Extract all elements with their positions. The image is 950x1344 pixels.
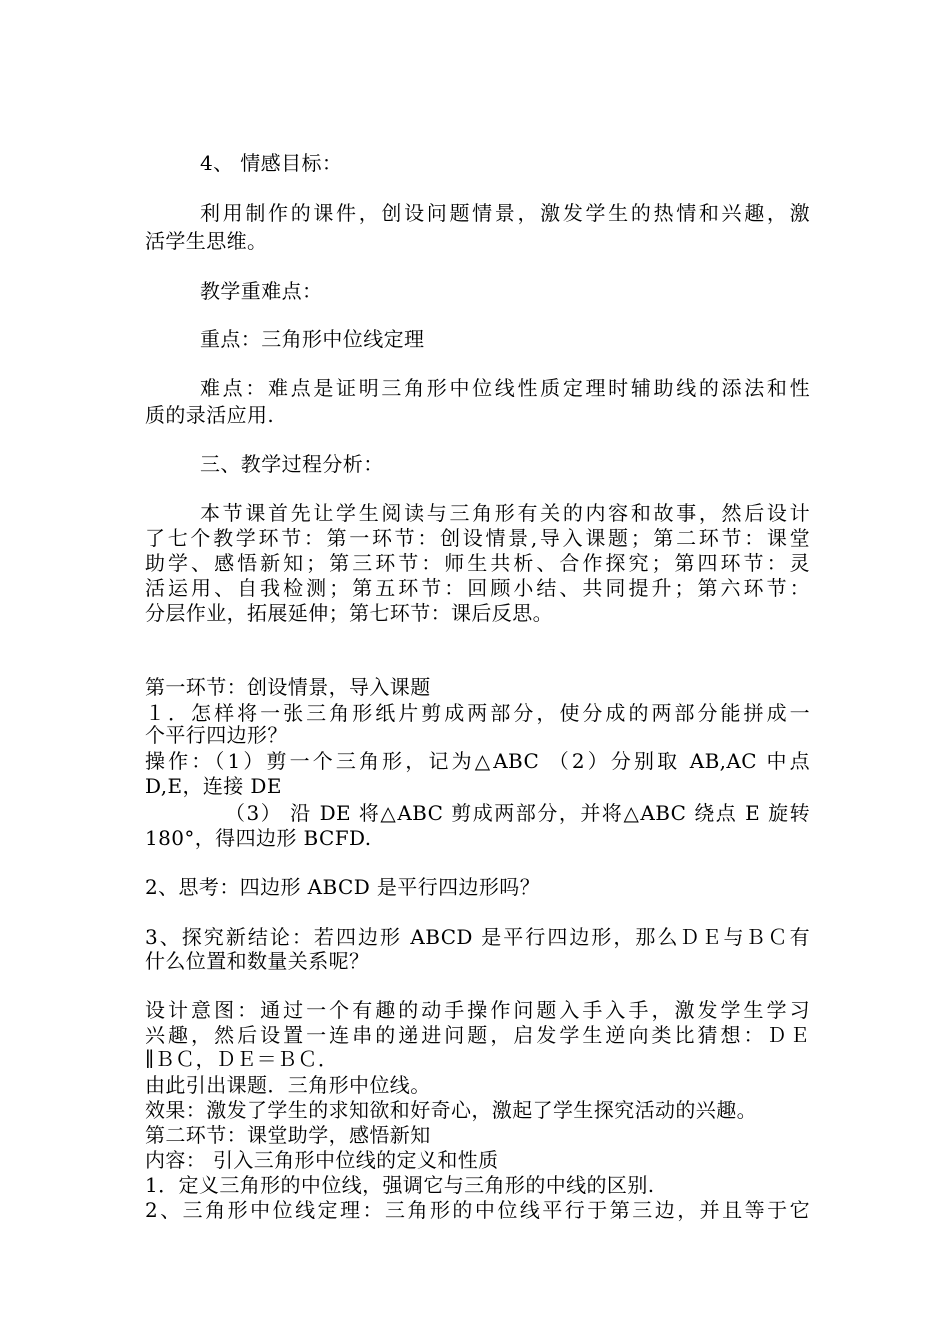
- definition-2: 2、三角形中位线定理：三角形的中位线平行于第三边，并且等于它: [145, 1198, 810, 1222]
- process-line-4: 活运用、自我检测；第五环节：回顾小结、共同提升；第六环节：: [145, 576, 810, 600]
- process-line-2: 了七个教学环节：第一环节：创设情景,导入课题；第二环节：课堂: [145, 526, 810, 550]
- difficulty-line-1: 难点：难点是证明三角形中位线性质定理时辅助线的添法和性: [200, 376, 810, 400]
- step-2-title: 第二环节：课堂助学，感悟新知: [145, 1123, 431, 1147]
- design-intent-line-1: 设计意图：通过一个有趣的动手操作问题入手入手，激发学生学习: [145, 998, 810, 1022]
- key-point: 重点：三角形中位线定理: [200, 327, 425, 351]
- question-1-line-1: １．怎样将一张三角形纸片剪成两部分，使分成的两部分能拼成一: [145, 701, 810, 725]
- step-1-title: 第一环节：创设情景，导入课题: [145, 675, 431, 699]
- operation-line-2: D,E，连接 DE: [145, 774, 282, 798]
- question-3-line-1: 3、探究新结论：若四边形 ABCD 是平行四边形，那么ＤＥ与ＢＣ有: [145, 925, 810, 949]
- operation-3-line-2: 180°，得四边形 BCFD.: [145, 826, 372, 850]
- affect-goal-line-2: 活学生思维。: [145, 229, 268, 253]
- affect-goal-line-1: 利用制作的课件，创设问题情景，激发学生的热情和兴趣，激: [200, 201, 810, 225]
- definition-1: 1．定义三角形的中位线，强调它与三角形的中线的区别.: [145, 1173, 655, 1197]
- key-difficult-title: 教学重难点：: [200, 279, 323, 303]
- process-line-3: 助学、感悟新知；第三环节：师生共析、合作探究；第四环节：灵: [145, 551, 810, 575]
- section-4-title: 4、 情感目标：: [200, 151, 343, 175]
- process-line-5: 分层作业，拓展延伸；第七环节：课后反思。: [145, 601, 553, 625]
- process-line-1: 本节课首先让学生阅读与三角形有关的内容和故事，然后设计: [200, 501, 810, 525]
- question-3-line-2: 什么位置和数量关系呢？: [145, 949, 370, 973]
- operation-3-line-1: （3） 沿 DE 将△ABC 剪成两部分，并将△ABC 绕点 E 旋转: [225, 801, 810, 825]
- question-2: 2、思考：四边形 ABCD 是平行四边形吗？: [145, 875, 541, 899]
- content-text: 内容： 引入三角形中位线的定义和性质: [145, 1148, 499, 1172]
- difficulty-line-2: 质的录活应用.: [145, 403, 275, 427]
- design-intent-line-2: 兴趣，然后设置一连串的递进问题，启发学生逆向类比猜想：ＤＥ: [145, 1023, 810, 1047]
- effect-text: 效果：激发了学生的求知欲和好奇心，激起了学生探究活动的兴趣。: [145, 1098, 757, 1122]
- section-3-title: 三、教学过程分析：: [200, 452, 384, 476]
- operation-line-1: 操作：（1）剪一个三角形，记为△ABC （2）分别取 AB,AC 中点: [145, 749, 810, 773]
- lead-in-text: 由此引出课题．三角形中位线。: [145, 1073, 431, 1097]
- question-1-line-2: 个平行四边形？: [145, 723, 288, 747]
- design-intent-line-3: ∥ＢＣ，ＤＥ＝ＢＣ．: [145, 1047, 339, 1071]
